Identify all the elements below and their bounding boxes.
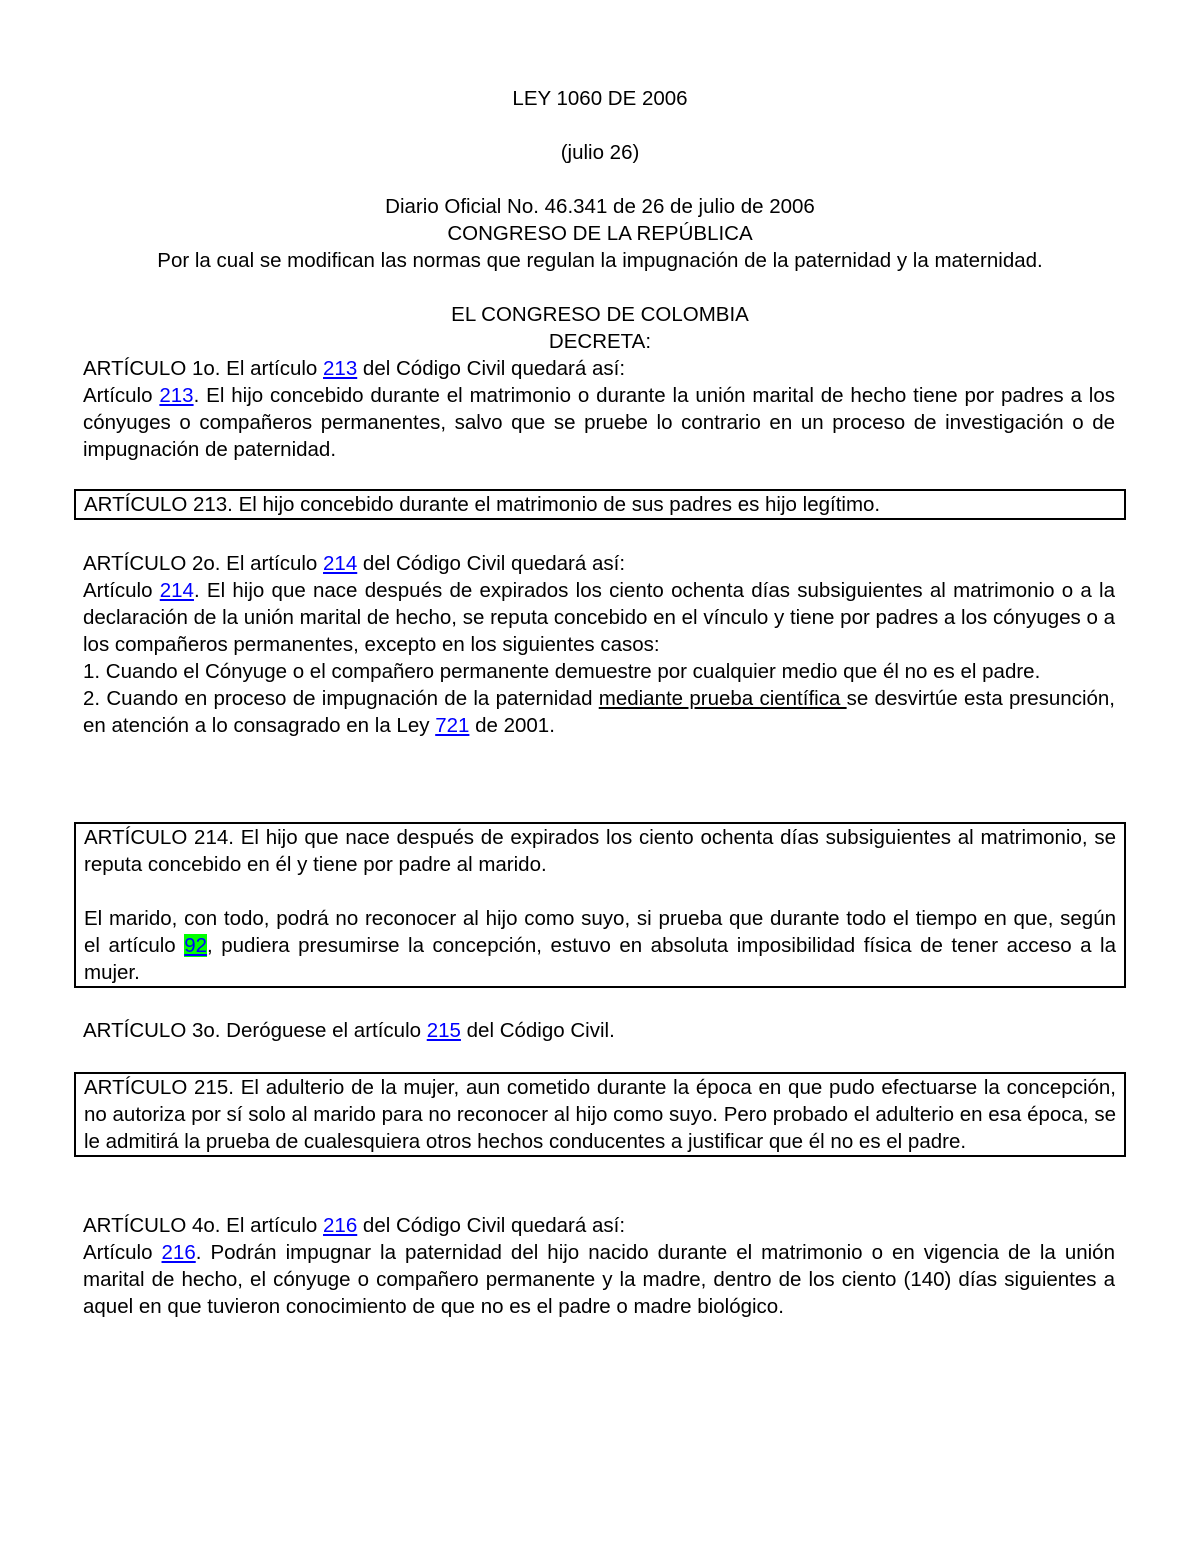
link-article-213[interactable]: 213 [323,357,358,380]
article-2-body-text: Artículo [83,579,160,602]
link-article-214[interactable]: 214 [323,552,358,575]
decree-word: DECRETA: [548,330,652,353]
article-4-body-text: Artículo [83,1241,162,1264]
article-2-body [83,577,1115,658]
article-4-body [83,1239,1115,1320]
issuer-line: CONGRESO DE LA REPÚBLICA [447,222,753,245]
old-article-214-paragraph-2-text: El marido, con todo, podrá no reconocer al hijo como suyo, si prueba que durante todo el tiempo en que, según el artículo [84,907,1116,957]
article-2-item-2-mid: se desvirtúe esta presunción, en atención a lo consagrado en la Ley [83,687,1115,737]
article-3-text-head: ARTÍCULO 3o. Deróguese el artículo [83,1019,427,1042]
article-1-body-text: Artículo [83,384,160,407]
article-2-heading [83,550,1115,577]
link-article-216-body[interactable]: 216 [161,1241,196,1264]
decreeing-body: EL CONGRESO DE COLOMBIA [451,303,749,326]
old-article-213-box [74,489,1126,520]
law-title: LEY 1060 DE 2006 [512,87,688,110]
gazette-line: Diario Oficial No. 46.341 de 26 de julio de 2006 [385,195,815,218]
article-2-item-2 [83,685,1115,739]
article-1-heading-text: ARTÍCULO 1o. El artículo [83,357,324,380]
article-4-heading-tail: del Código Civil quedará así: [357,1214,626,1237]
old-article-215-text: ARTÍCULO 215. El adulterio de la mujer, aun cometido durante la época en que pudo efectuarse la concepción, no autoriza por sí solo al marido para no reconocer al hijo como suyo. Pero probado el adulterio en esa época, se le admitirá la prueba de cualesquiera otros hechos conducentes a justificar que él no es el padre. [84,1076,1116,1153]
article-3-text [83,1017,1115,1044]
old-article-214-paragraph-1: ARTÍCULO 214. El hijo que nace después de expirados los ciento ochenta días subsiguientes al matrimonio, se reputa concebido en él y tiene por padre al marido. [84,826,1116,876]
article-1-heading-tail: del Código Civil quedará así: [357,357,626,380]
link-article-216[interactable]: 216 [323,1214,358,1237]
article-4-heading [83,1212,1115,1239]
old-article-214-paragraph-2 [84,905,1116,986]
article-4-body-tail: . Podrán impugnar la paternidad del hijo nacido durante el matrimonio o en vigencia de la unión marital de hecho, el cónyuge o compañero permanente y la madre, dentro de los ciento (140) días siguientes a aquel en que tuvieron conocimiento de que no es el padre o madre biológico. [83,1241,1115,1318]
article-4 [83,1212,1115,1320]
link-article-214-body[interactable]: 214 [159,579,194,602]
article-3 [83,1017,1115,1044]
link-article-215[interactable]: 215 [426,1019,461,1042]
article-2-heading-text: ARTÍCULO 2o. El artículo [83,552,324,575]
article-1-body [83,382,1115,463]
article-2-heading-tail: del Código Civil quedará así: [357,552,626,575]
link-article-213-body[interactable]: 213 [159,384,194,407]
article-2 [83,550,1115,739]
purpose-line: Por la cual se modifican las normas que regulan la impugnación de la paternidad y la maternidad. [157,249,1043,272]
link-ley-721[interactable]: 721 [435,714,470,737]
article-2-item-2-tail: de 2001. [469,714,555,737]
article-1-heading [83,355,1115,382]
link-article-92-highlighted[interactable]: 92 [184,934,208,957]
old-article-213-text: ARTÍCULO 213. El hijo concebido durante el matrimonio de sus padres es hijo legítimo. [84,493,881,516]
article-3-text-tail: del Código Civil. [460,1019,615,1042]
article-4-heading-text: ARTÍCULO 4o. El artículo [83,1214,324,1237]
old-article-214-paragraph-2-tail: , pudiera presumirse la concepción, estuvo en absoluta imposibilidad física de tener acceso a la mujer. [84,934,1116,984]
law-date: (julio 26) [560,141,640,164]
article-1 [83,355,1115,463]
article-2-item-2-underlined: mediante prueba científica [598,687,847,710]
article-1-body-tail: . El hijo concebido durante el matrimonio o durante la unión marital de hecho tiene por padres a los cónyuges o compañeros permanentes, salvo que se pruebe lo contrario en un proceso de investigación o de impugnación de paternidad. [83,384,1115,461]
old-article-215-box [74,1072,1126,1157]
article-2-body-tail: . El hijo que nace después de expirados los ciento ochenta días subsiguientes al matrimonio o a la declaración de la unión marital de hecho, se reputa concebido en el vínculo y tiene por padres a los cónyuges o a los compañeros permanentes, excepto en los siguientes casos: [83,579,1115,656]
article-2-item-2-text: 2. Cuando en proceso de impugnación de la paternidad [83,687,599,710]
article-2-item-1: 1. Cuando el Cónyuge o el compañero permanente demuestre por cualquier medio que él no es el padre. [83,660,1041,683]
old-article-214-box [74,822,1126,988]
